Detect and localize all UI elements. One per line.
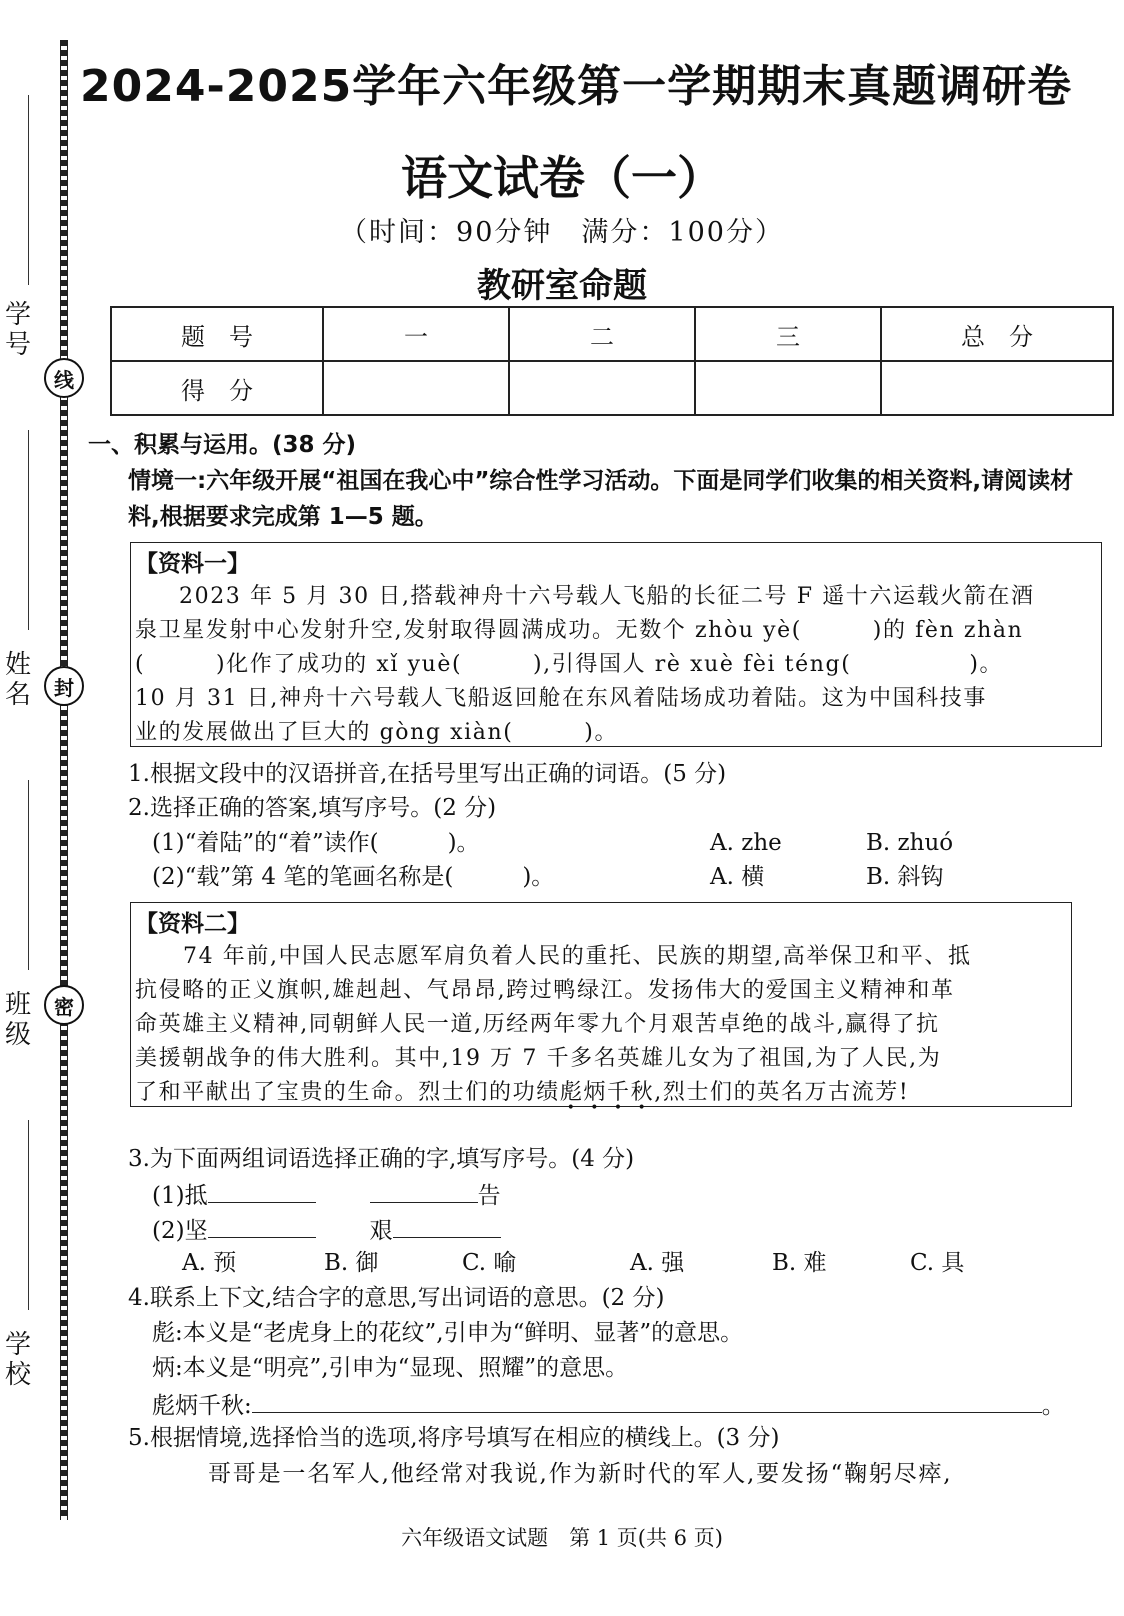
q4-answer: [152, 1386, 1065, 1423]
option-a[interactable]: A. zhe: [710, 830, 782, 856]
score-input-cell[interactable]: [323, 361, 509, 415]
option-b[interactable]: B. 斜钩: [866, 864, 944, 890]
q3-option[interactable]: A. 预: [182, 1250, 237, 1276]
score-row-label: 得 分: [111, 361, 323, 415]
material-one-label: 【资料一】: [135, 551, 250, 577]
score-table: [110, 306, 1114, 416]
text-before: 了和平献出了宝贵的生命。烈士们的功绩: [135, 1080, 560, 1105]
question-3-stem: 3.为下面两组词语选择正确的字,填写序号。(4 分): [128, 1146, 635, 1172]
material-two-box: [130, 902, 1072, 1107]
exam-subtitle: 语文试卷（一）: [401, 151, 723, 205]
emphasis-char: 秋: [630, 1080, 655, 1105]
q3-option[interactable]: C. 具: [910, 1250, 965, 1276]
material-line: ( )化作了成功的 xǐ yuè( ),引得国人 rè xuè fèi téng( )。: [135, 652, 1004, 677]
q4-line: 炳:本义是“明亮”,引申为“显现、照耀”的意思。: [152, 1355, 629, 1381]
answer-blank[interactable]: [370, 1176, 478, 1203]
material-two-label: 【资料二】: [135, 911, 250, 937]
seal-secret: 密: [44, 985, 84, 1025]
material-line: 泉卫星发射中心发射升空,发射取得圆满成功。无数个 zhòu yè( )的 fèn zhàn: [135, 618, 1024, 643]
material-line: 2023 年 5 月 30 日,搭载神舟十六号载人飞船的长征二号 F 遥十六运载火箭在酒: [179, 584, 1035, 609]
name-rule-top: [28, 430, 29, 630]
context-paragraph: 情境一:六年级开展“祖国在我心中”综合性学习活动。下面是同学们收集的相关资料,请阅读材料,根据要求完成第 1—5 题。: [128, 468, 1074, 530]
q3-option[interactable]: B. 难: [772, 1250, 827, 1276]
q4-answer-label: 彪炳千秋:: [152, 1393, 252, 1419]
q3-row2-b: 艰: [369, 1218, 393, 1244]
answer-blank[interactable]: [208, 1176, 316, 1203]
school-label: 学校: [4, 1330, 31, 1390]
seal-line: 线: [44, 358, 84, 398]
answer-blank[interactable]: [208, 1211, 316, 1238]
q3-row-1: [152, 1176, 501, 1213]
q4-line: 彪:本义是“老虎身上的花纹”,引申为“鲜明、显著”的意思。: [152, 1320, 744, 1346]
q4-answer-end: 。: [1041, 1393, 1065, 1419]
emphasis-char: 彪: [559, 1080, 584, 1105]
material-line: 命英雄主义精神,同朝鲜人民一道,历经两年零九个月艰苦卓绝的战斗,赢得了抗: [135, 1012, 940, 1037]
option-b[interactable]: B. zhuó: [866, 830, 954, 856]
q3-row1-b: 告: [477, 1183, 501, 1209]
material-line: 美援朝战争的伟大胜利。其中,19 万 7 千多名英雄儿女为了祖国,为了人民,为: [135, 1046, 942, 1071]
q5-text: 哥哥是一名军人,他经常对我说,作为新时代的军人,要发扬“鞠躬尽瘁,: [208, 1461, 953, 1487]
answer-blank[interactable]: [393, 1211, 501, 1238]
option-a[interactable]: A. 横: [710, 864, 765, 890]
section-heading: 一、积累与运用。(38 分): [88, 432, 357, 458]
material-line: 抗侵略的正义旗帜,雄赳赳、气昂昂,跨过鸭绿江。发扬伟大的爱国主义精神和革: [135, 978, 955, 1003]
seal-seal: 封: [44, 666, 84, 706]
material-line: 业的发展做出了巨大的 gòng xiàn( )。: [135, 720, 619, 745]
q3-row-2: [152, 1211, 501, 1248]
question-2-item: (1)“着陆”的“着”读作( )。: [152, 830, 480, 856]
question-1: 1.根据文段中的汉语拼音,在括号里写出正确的词语。(5 分): [128, 761, 727, 787]
page-footer: 六年级语文试题 第 1 页(共 6 页): [401, 1526, 723, 1550]
question-4-stem: 4.联系上下文,结合字的意思,写出词语的意思。(2 分): [128, 1285, 665, 1311]
score-header-cell: 题 号: [111, 307, 323, 361]
answer-blank[interactable]: [252, 1386, 1042, 1413]
q3-option[interactable]: A. 强: [630, 1250, 685, 1276]
emphasis-char: 千: [607, 1080, 631, 1105]
material-line: 74 年前,中国人民志愿军肩负着人民的重托、民族的期望,高举保卫和平、抵: [183, 944, 972, 969]
question-5-stem: 5.根据情境,选择恰当的选项,将序号填写在相应的横线上。(3 分): [128, 1425, 780, 1451]
q3-option[interactable]: B. 御: [324, 1250, 379, 1276]
score-header-cell: 二: [509, 307, 695, 361]
emphasized-phrase: [560, 1080, 654, 1105]
q3-row2-a: (2)坚: [152, 1218, 208, 1244]
score-input-cell[interactable]: [509, 361, 695, 415]
score-header-cell: 三: [695, 307, 881, 361]
exam-title: 2024-2025学年六年级第一学期期末真题调研卷: [80, 61, 1073, 112]
score-header-cell: 一: [323, 307, 509, 361]
class-label: 班级: [4, 990, 31, 1050]
authority-label: 教研室命题: [477, 266, 647, 306]
text-after: ,烈士们的英名万古流芳!: [654, 1080, 910, 1105]
score-header-cell: 总 分: [881, 307, 1113, 361]
question-2-item: (2)“载”第 4 笔的笔画名称是( )。: [152, 864, 555, 890]
material-line-last: [135, 1075, 909, 1106]
student-id-label: 学号: [4, 300, 31, 360]
material-line: 10 月 31 日,神舟十六号载人飞船返回舱在东风着陆场成功着陆。这为中国科技事: [135, 686, 987, 711]
emphasis-char: 炳: [583, 1080, 608, 1105]
time-and-score: （时间：90分钟 满分：100分）: [340, 217, 784, 248]
q3-row1-a: (1)抵: [152, 1183, 208, 1209]
q3-option[interactable]: C. 喻: [462, 1250, 517, 1276]
school-rule-top: [28, 1120, 29, 1310]
material-one-box: [130, 542, 1102, 747]
name-label: 姓名: [4, 650, 31, 710]
score-input-cell[interactable]: [881, 361, 1113, 415]
score-input-cell[interactable]: [695, 361, 881, 415]
class-rule-top: [28, 780, 29, 970]
question-2-stem: 2.选择正确的答案,填写序号。(2 分): [128, 795, 497, 821]
